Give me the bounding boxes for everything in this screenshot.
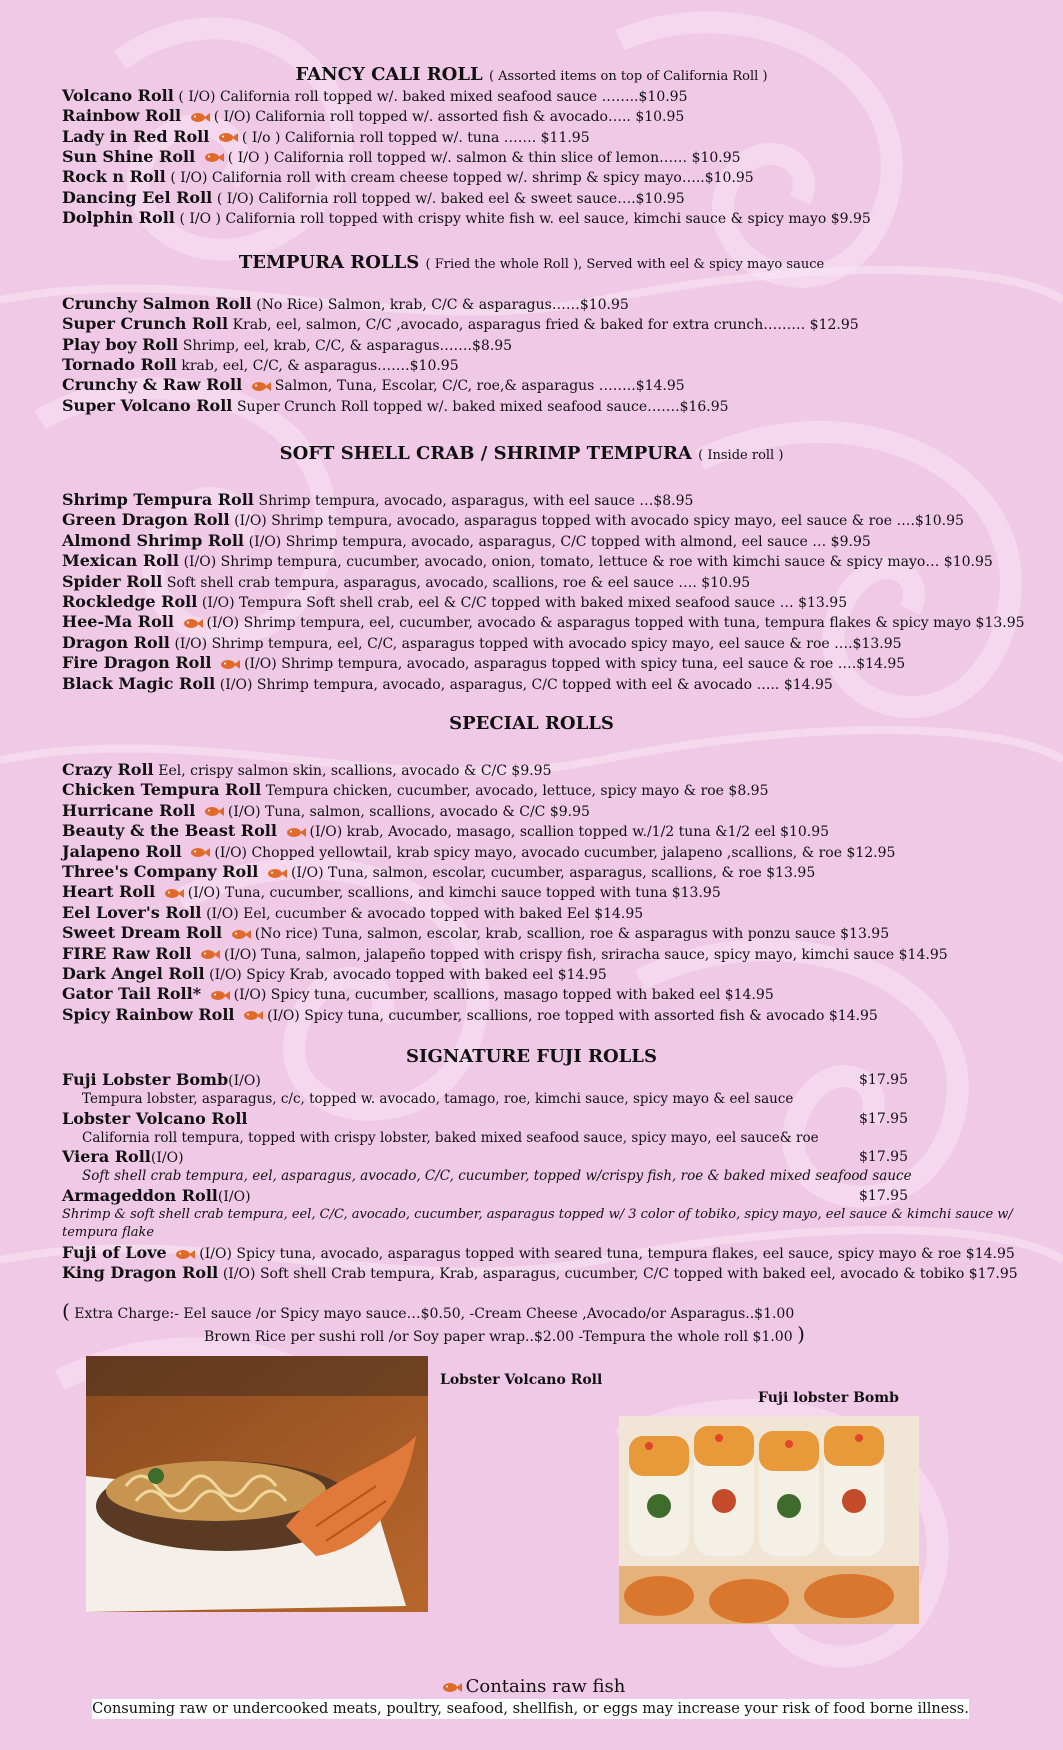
- menu-item-tag: (I/O): [228, 1073, 261, 1089]
- menu-item-name: Eel Lover's Roll: [62, 902, 202, 922]
- menu-item-description: ( I/O) California roll topped w/. baked eel & sweet sauce….$10.95: [216, 190, 685, 207]
- menu-item-description: ( I/O ) California roll topped w/. salmon & thin slice of lemon…… $10.95: [227, 149, 741, 166]
- menu-item: [62, 107, 684, 126]
- menu-item-description: (I/O) Spicy tuna, avocado, asparagus topped with seared tuna, tempura flakes, eel sauce, spicy mayo & roe $14.95: [199, 1246, 1015, 1262]
- menu-item-name: Dark Angel Roll: [62, 964, 205, 983]
- menu-item: [62, 148, 741, 167]
- menu-item: [62, 904, 643, 923]
- section-tempura-rolls: [0, 252, 1063, 276]
- menu-item-name: Heart Roll: [62, 882, 156, 902]
- section-title: SOFT SHELL CRAB / SHRIMP TEMPURA: [279, 443, 692, 464]
- raw-fish-icon: [183, 618, 203, 629]
- menu-item-name: Volcano Roll: [62, 86, 174, 105]
- menu-item-name: Super Volcano Roll: [62, 395, 233, 415]
- menu-item-name: Rockledge Roll: [62, 592, 198, 611]
- menu-item-description: (I/O) Shrimp tempura, avocado, asparagus topped with spicy tuna, eel sauce & roe ….$14.95: [244, 656, 906, 673]
- lobster-volcano-caption: Lobster Volcano Roll: [440, 1372, 603, 1388]
- menu-item-description: Super Crunch Roll topped w/. baked mixed seafood sauce…….$16.95: [236, 398, 729, 415]
- paren-open: (: [62, 1299, 70, 1323]
- menu-item-name: Shrimp Tempura Roll: [62, 490, 254, 509]
- menu-item: [62, 491, 693, 510]
- extra-charge-line-2: [204, 1322, 805, 1346]
- menu-item: [62, 593, 847, 612]
- menu-item-name: Play boy Roll: [62, 334, 179, 354]
- menu-item: [62, 985, 774, 1004]
- raw-fish-icon: [175, 1249, 195, 1260]
- menu-item-name: Crunchy Salmon Roll: [62, 294, 252, 313]
- menu-item: [62, 336, 512, 355]
- raw-fish-legend-text: Contains raw fish: [465, 1676, 626, 1697]
- menu-item-name: Super Crunch Roll: [62, 314, 229, 334]
- raw-fish-icon: [251, 381, 271, 392]
- fuji-lobster-bomb-photo: [619, 1416, 919, 1624]
- menu-item: [62, 376, 685, 395]
- menu-item-name: Rainbow Roll: [62, 106, 182, 126]
- menu-item-description: ( I/o ) California roll topped w/. tuna ……. $11.95: [241, 129, 590, 146]
- menu-item-name: Lobster Volcano Roll: [62, 1108, 248, 1128]
- menu-item-description: (I/O) Tempura Soft shell crab, eel & C/C topped with baked mixed seafood sauce … $13.95: [201, 595, 848, 611]
- menu-item-name: Lady in Red Roll: [62, 126, 210, 146]
- menu-item-description: (I/O) Tuna, cucumber, scallions, and kimchi sauce topped with tuna $13.95: [187, 885, 721, 902]
- menu-item-name: Spider Roll: [62, 571, 163, 591]
- menu-item-name: Fire Dragon Roll: [62, 653, 212, 673]
- menu-item-description: (I/O) Tuna, salmon, escolar, cucumber, asparagus, scallions, & roe $13.95: [290, 865, 816, 881]
- signature-item: [62, 1071, 261, 1090]
- menu-item-description: Soft shell crab tempura, asparagus, avocado, scallions, roe & eel sauce …. $10.95: [166, 574, 751, 591]
- menu-item-description: (I/O) Tuna, salmon, jalapeño topped with crispy fish, sriracha sauce, spicy mayo, kimchi sauce $14.95: [224, 946, 948, 963]
- menu-item-description: Shrimp & soft shell crab tempura, eel, C/C, avocado, cucumber, asparagus topped w/ 3 color of tobiko, spicy mayo, eel sauce & kimchi sauce w/: [62, 1206, 1013, 1222]
- menu-item-description: ( I/O) California roll topped w/. baked mixed seafood sauce ……..$10.95: [178, 89, 688, 105]
- menu-item: [62, 87, 688, 106]
- menu-item: [62, 945, 948, 964]
- menu-item: [62, 802, 590, 821]
- menu-item-description: (I/O) krab, Avocado, masago, scallion topped w./1/2 tuna &1/2 eel $10.95: [309, 824, 830, 841]
- menu-item: [62, 397, 729, 416]
- menu-item-name: Hee-Ma Roll: [62, 612, 174, 632]
- lobster-volcano-photo: [86, 1356, 428, 1612]
- menu-item-name: Almond Shrimp Roll: [62, 530, 244, 550]
- extra-charge-text-2: Brown Rice per sushi roll /or Soy paper wrap..$2.00 -Tempura the whole roll $1.00: [204, 1329, 793, 1345]
- menu-item-price: $17.95: [859, 1072, 908, 1088]
- menu-item-tag: (I/O): [150, 1150, 184, 1166]
- menu-item-description: (I/O) Shrimp tempura, cucumber, avocado, onion, tomato, lettuce & roe with kimchi sauce & spicy mayo… $10.95: [183, 554, 993, 571]
- section-fancy-cali-roll: [0, 64, 1063, 88]
- menu-item-description: (I/O) Spicy tuna, cucumber, scallions, roe topped with assorted fish & avocado $14.95: [267, 1007, 878, 1024]
- menu-item-price: $17.95: [859, 1187, 908, 1204]
- menu-item-description: ( I/O ) California roll topped with crispy white fish w. eel sauce, kimchi sauce & spicy mayo $9.95: [179, 210, 871, 227]
- menu-item-description: (I/O) Spicy Krab, avocado topped with baked eel $14.95: [209, 967, 607, 983]
- menu-item-description: (I/O) Chopped yellowtail, krab spicy mayo, avocado cucumber, jalapeno ,scallions, & roe $12.95: [214, 844, 896, 861]
- raw-fish-icon: [243, 1010, 263, 1021]
- menu-item-name: Three's Company Roll: [62, 862, 259, 881]
- menu-item: [62, 189, 685, 208]
- raw-fish-icon: [442, 1682, 462, 1693]
- menu-item-name: King Dragon Roll: [62, 1263, 219, 1283]
- section-title: SIGNATURE FUJI ROLLS: [406, 1046, 657, 1067]
- menu-item-description: (I/O) Shrimp tempura, eel, cucumber, avocado & asparagus topped with tuna, tempura flakes & spicy mayo $13.95: [206, 615, 1025, 632]
- menu-item-name: Jalapeno Roll: [62, 841, 182, 861]
- section-note: ( Fried the whole Roll ), Served with eel & spicy mayo sauce: [425, 257, 825, 272]
- menu-item-name: Hurricane Roll: [62, 800, 196, 820]
- menu-item: [62, 883, 721, 902]
- section-title: TEMPURA ROLLS: [238, 252, 420, 273]
- menu-item: [62, 315, 859, 334]
- menu-item-name: Sun Shine Roll: [62, 146, 196, 166]
- menu-item-name: Fuji of Love: [62, 1243, 167, 1262]
- menu-item-name: Tornado Roll: [62, 354, 177, 374]
- menu-item-description: (I/O) Eel, cucumber & avocado topped with baked Eel $14.95: [206, 905, 644, 922]
- food-safety-warning: Consuming raw or undercooked meats, poultry, seafood, shellfish, or eggs may increase your risk of food borne illness.: [92, 1701, 969, 1717]
- section-signature-rolls: [0, 1046, 1063, 1068]
- menu-item-name: Green Dragon Roll: [62, 510, 230, 530]
- signature-item: [62, 1187, 251, 1206]
- menu-item-name: Viera Roll: [62, 1147, 151, 1166]
- menu-item-name: Beauty & the Beast Roll: [62, 821, 277, 841]
- menu-item-description: Shrimp tempura, avocado, asparagus, with eel sauce …$8.95: [258, 493, 694, 509]
- section-note: ( Assorted items on top of California Roll ): [488, 69, 768, 84]
- menu-item: [62, 781, 769, 800]
- menu-item: [62, 532, 871, 551]
- menu-item: [62, 356, 459, 375]
- menu-item: [62, 128, 590, 147]
- menu-item-name: Rock n Roll: [62, 167, 166, 187]
- menu-item: [62, 1244, 1015, 1263]
- menu-item: [62, 573, 750, 592]
- extra-charge-text-1: Extra Charge:- Eel sauce /or Spicy mayo sauce…$0.50, -Cream Cheese ,Avocado/or Asparagus..$1.00: [74, 1306, 795, 1322]
- menu-item: [62, 613, 1025, 632]
- menu-item-description: (No Rice) Salmon, krab, C/C & asparagus……$10.95: [256, 297, 629, 313]
- menu-item: [62, 511, 964, 530]
- raw-fish-icon: [267, 868, 287, 879]
- raw-fish-icon: [190, 112, 210, 123]
- menu-item-description: (I/O) Soft shell Crab tempura, Krab, asparagus, cucumber, C/C topped with baked eel, avocado & tobiko $17.95: [222, 1266, 1018, 1283]
- section-note: ( Inside roll ): [698, 448, 784, 463]
- menu-item-name: Mexican Roll: [62, 551, 179, 571]
- paren-close: ): [797, 1322, 805, 1346]
- menu-item-price: $17.95: [859, 1149, 908, 1165]
- menu-item-description: (I/O) Shrimp tempura, eel, C/C, asparagus topped with avocado spicy mayo, eel sauce & roe ….$13.95: [174, 635, 902, 652]
- menu-item-description: (No rice) Tuna, salmon, escolar, krab, scallion, roe & asparagus with ponzu sauce $13.95: [254, 926, 890, 943]
- menu-item-description: Shrimp, eel, krab, C/C, & asparagus…….$8.95: [182, 337, 513, 354]
- menu-item: [62, 1264, 1018, 1283]
- menu-item: [62, 634, 902, 653]
- menu-item-name: Armageddon Roll: [62, 1185, 218, 1205]
- extra-charge-line-1: [62, 1299, 795, 1323]
- signature-item: [62, 1110, 248, 1129]
- menu-item: [62, 1006, 878, 1025]
- raw-fish-icon: [190, 847, 210, 858]
- menu-item-name: Dancing Eel Roll: [62, 187, 213, 207]
- menu-item: [62, 209, 871, 228]
- menu-item: [62, 822, 829, 841]
- menu-item-description: (I/O) Shrimp tempura, avocado, asparagus, C/C topped with eel & avocado ….. $14.95: [219, 676, 833, 693]
- raw-fish-icon: [204, 152, 224, 163]
- menu-item-description: krab, eel, C/C, & asparagus…….$10.95: [181, 357, 459, 374]
- section-soft-shell: [0, 443, 1063, 467]
- menu-item-name: Crunchy & Raw Roll: [62, 375, 243, 395]
- menu-item-tag: (I/O): [217, 1188, 251, 1205]
- menu-item-description-cont: tempura flake: [62, 1224, 155, 1240]
- section-title: FANCY CALI ROLL: [295, 64, 483, 85]
- menu-item: [62, 675, 833, 694]
- menu-item-name: Fuji Lobster Bomb: [62, 1070, 229, 1089]
- raw-fish-icon: [204, 806, 224, 817]
- menu-item-description: Eel, crispy salmon skin, scallions, avocado & C/C $9.95: [158, 763, 552, 779]
- menu-item-description: ( I/O) California roll with cream cheese topped w/. shrimp & spicy mayo…..$10.95: [170, 170, 754, 187]
- raw-fish-icon: [220, 659, 240, 670]
- raw-fish-icon: [231, 929, 251, 940]
- raw-fish-icon: [218, 132, 238, 143]
- menu-item-name: FIRE Raw Roll: [62, 943, 192, 963]
- menu-item-description: Tempura lobster, asparagus, c/c, topped w. avocado, tamago, roe, kimchi sauce, spicy mayo & eel sauce: [82, 1091, 794, 1107]
- menu-item-name: Sweet Dream Roll: [62, 923, 223, 943]
- menu-item-description: ( I/O) California roll topped w/. assorted fish & avocado….. $10.95: [213, 109, 685, 126]
- menu-item-name: Dragon Roll: [62, 632, 170, 652]
- raw-fish-icon: [164, 888, 184, 899]
- menu-item-description: (I/O) Spicy tuna, cucumber, scallions, masago topped with baked eel $14.95: [233, 987, 774, 1004]
- signature-item: [62, 1148, 184, 1167]
- menu-item: [62, 863, 815, 882]
- menu-item: [62, 295, 629, 314]
- menu-item-price: $17.95: [859, 1110, 908, 1127]
- menu-item-description: (I/O) Tuna, salmon, scallions, avocado & C/C $9.95: [227, 803, 590, 820]
- fuji-lobster-bomb-caption: Fuji lobster Bomb: [758, 1390, 899, 1406]
- menu-item: [62, 654, 905, 673]
- menu-item: [62, 924, 889, 943]
- menu-item-name: Spicy Rainbow Roll: [62, 1004, 235, 1024]
- menu-item: [62, 761, 552, 780]
- section-title: SPECIAL ROLLS: [449, 713, 614, 734]
- menu-item-description: (I/O) Shrimp tempura, avocado, asparagus, C/C topped with almond, eel sauce … $9.95: [248, 533, 871, 550]
- menu-item-description: Krab, eel, salmon, C/C ,avocado, asparagus fried & baked for extra crunch……… $12.95: [232, 317, 859, 334]
- raw-fish-legend: [0, 1676, 1063, 1698]
- menu-item-description: (I/O) Shrimp tempura, avocado, asparagus topped with avocado spicy mayo, eel sauce & roe ….$10.95: [234, 513, 964, 530]
- section-special-rolls: [0, 713, 1063, 735]
- menu-item-name: Crazy Roll: [62, 760, 154, 779]
- raw-fish-icon: [200, 949, 220, 960]
- menu-item-name: Black Magic Roll: [62, 673, 216, 693]
- menu-item: [62, 965, 607, 984]
- menu-item-name: Gator Tail Roll*: [62, 984, 202, 1004]
- menu-item-description: Tempura chicken, cucumber, avocado, lettuce, spicy mayo & roe $8.95: [265, 783, 769, 800]
- menu-item-description: Salmon, Tuna, Escolar, C/C, roe,& asparagus ……..$14.95: [274, 378, 685, 395]
- menu-item-name: Dolphin Roll: [62, 207, 175, 227]
- menu-item: [62, 843, 895, 862]
- menu-item-description: Soft shell crab tempura, eel, asparagus, avocado, C/C, cucumber, topped w/crispy fish, roe & baked mixed seafood sauce: [82, 1168, 912, 1184]
- raw-fish-icon: [210, 990, 230, 1001]
- menu-item-name: Chicken Tempura Roll: [62, 780, 262, 800]
- menu-item: [62, 168, 754, 187]
- menu-item-description: California roll tempura, topped with crispy lobster, baked mixed seafood sauce, spicy mayo, eel sauce& roe: [82, 1129, 819, 1146]
- menu-item: [62, 552, 993, 571]
- raw-fish-icon: [286, 827, 306, 838]
